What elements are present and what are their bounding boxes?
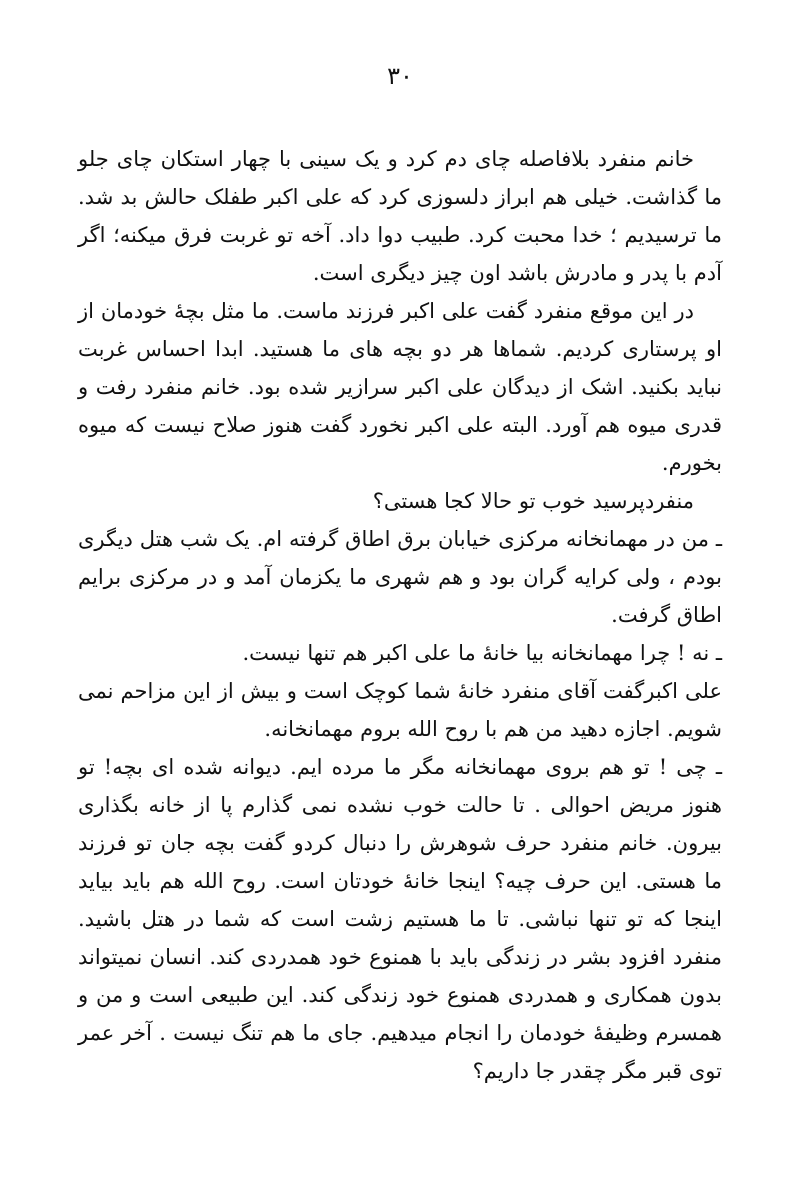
body-text bbox=[78, 140, 722, 1090]
paragraph-5: ـ نه ! چرا مهمانخانه بیا خانهٔ ما علی اکبر هم تنها نیست. bbox=[242, 641, 722, 665]
paragraph-7: ـ چی ! تو هم بروی مهمانخانه مگر ما مرده ایم. دیوانه شده ای بچه! تو هنوز مریض احوالی . تا حالت خوب نشده نمی گذارم پا از خانه بگذاری بیرون. خانم منفرد حرف شوهرش را دنبال کردو گفت بچه جان تو فرزند ما هستی. این حرف چیه؟ اینجا خانهٔ خودتان است. روح الله هم باید بیاید اینجا که تو تنها نباشی. تا ما هستیم زشت است که شما در هتل باشید. منفرد افزود بشر در زندگی باید با همنوع خود همدردی کند. انسان نمیتواند بدون همکاری و همدردی همنوع خود زندگی کند. این طبیعی است و من و همسرم وظیفهٔ خودمان را انجام میدهیم. جای ما هم تنگ نیست . آخر عمر توی قبر مگر چقدر جا داریم؟ bbox=[78, 755, 722, 1083]
paragraph-4: ـ من در مهمانخانه مرکزی خیابان برق اطاق گرفته ام. یک شب هتل دیگری بودم ، ولی کرایه گران بود و هم شهری ما یکزمان آمد و در مرکزی برایم اطاق گرفت. bbox=[78, 527, 722, 627]
paragraph-1: خانم منفرد بلافاصله چای دم کرد و یک سینی با چهار استکان چای جلو ما گذاشت. خیلی هم ابراز دلسوزی کرد که علی اکبر طفلک حالش بد شد. ما ترسیدیم ؛ خدا محبت کرد. طبیب دوا داد. آخه تو غربت فرق میکنه؛ اگر آدم با پدر و مادرش باشد اون چیز دیگری است. bbox=[78, 147, 722, 285]
paragraph-2: در این موقع منفرد گفت علی اکبر فرزند ماست. ما مثل بچهٔ خودمان از او پرستاری کردیم. شماها هر دو بچه های ما هستید. ابدا احساس غربت نباید بکنید. اشک از دیدگان علی اکبر سرازیر شده بود. خانم منفرد رفت و قدری میوه هم آورد. البته علی اکبر نخورد گفت هنوز صلاح نیست که میوه بخورم. bbox=[78, 299, 722, 475]
paragraph-3: منفردپرسید خوب تو حالا کجا هستی؟ bbox=[372, 489, 694, 513]
paragraph-6: علی اکبرگفت آقای منفرد خانهٔ شما کوچک است و بیش از این مزاحم نمی شویم. اجازه دهید من هم با روح الله بروم مهمانخانه. bbox=[78, 679, 722, 741]
page-number: ۳۰ bbox=[387, 62, 413, 90]
